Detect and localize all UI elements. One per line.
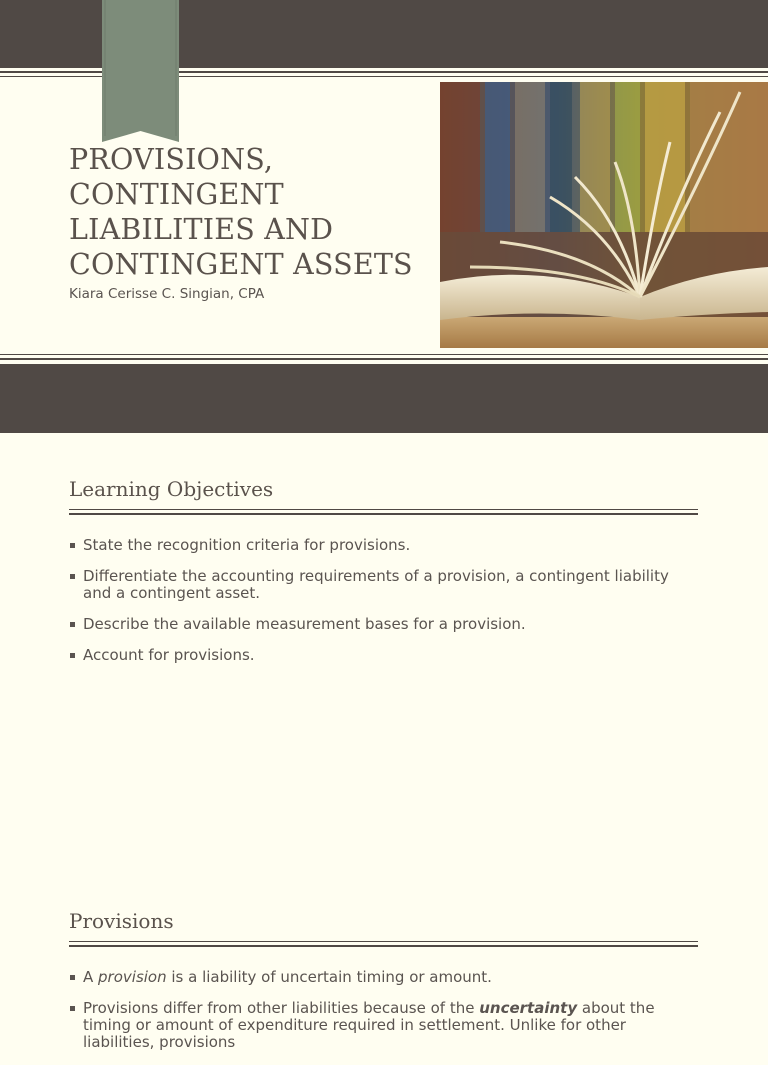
bullet-square-icon xyxy=(70,622,75,627)
list-item: Account for provisions. xyxy=(69,647,698,664)
list-item: Differentiate the accounting requirements of a provision, a contingent liability and a contingent asset. xyxy=(69,568,698,602)
list-item: A provision is a liability of uncertain timing or amount. xyxy=(69,969,698,986)
list-item: Provisions differ from other liabilities because of the uncertainty about the timing or amount of expenditure required in settlement. Unlike for other liabilities, provisions xyxy=(69,1000,698,1051)
bottom-rule xyxy=(0,358,768,360)
bullet-square-icon xyxy=(70,975,75,980)
provisions-list xyxy=(69,969,698,1065)
bottom-rule-thin xyxy=(0,354,768,355)
provisions-rule-thin xyxy=(69,941,698,942)
bookmark-ribbon-icon xyxy=(102,0,179,142)
bottom-band xyxy=(0,364,768,433)
title-slide xyxy=(0,0,768,433)
author-name: Kiara Cerisse C. Singian, CPA xyxy=(69,286,265,302)
bullet-square-icon xyxy=(70,653,75,658)
objectives-list xyxy=(69,537,698,678)
objectives-rule-thin xyxy=(69,509,698,510)
provisions-title: Provisions xyxy=(69,909,174,933)
learning-objectives-title: Learning Objectives xyxy=(69,477,274,501)
list-item: Describe the available measurement bases for a provision. xyxy=(69,616,698,633)
open-book-photo xyxy=(440,82,768,348)
bullet-square-icon xyxy=(70,1006,75,1011)
bullet-square-icon xyxy=(70,574,75,579)
objectives-rule xyxy=(69,513,698,515)
bullet-square-icon xyxy=(70,543,75,548)
provisions-rule xyxy=(69,945,698,947)
list-item: State the recognition criteria for provisions. xyxy=(69,537,698,554)
presentation-title: PROVISIONS, CONTINGENT LIABILITIES AND CONTINGENT ASSETS xyxy=(69,143,413,281)
